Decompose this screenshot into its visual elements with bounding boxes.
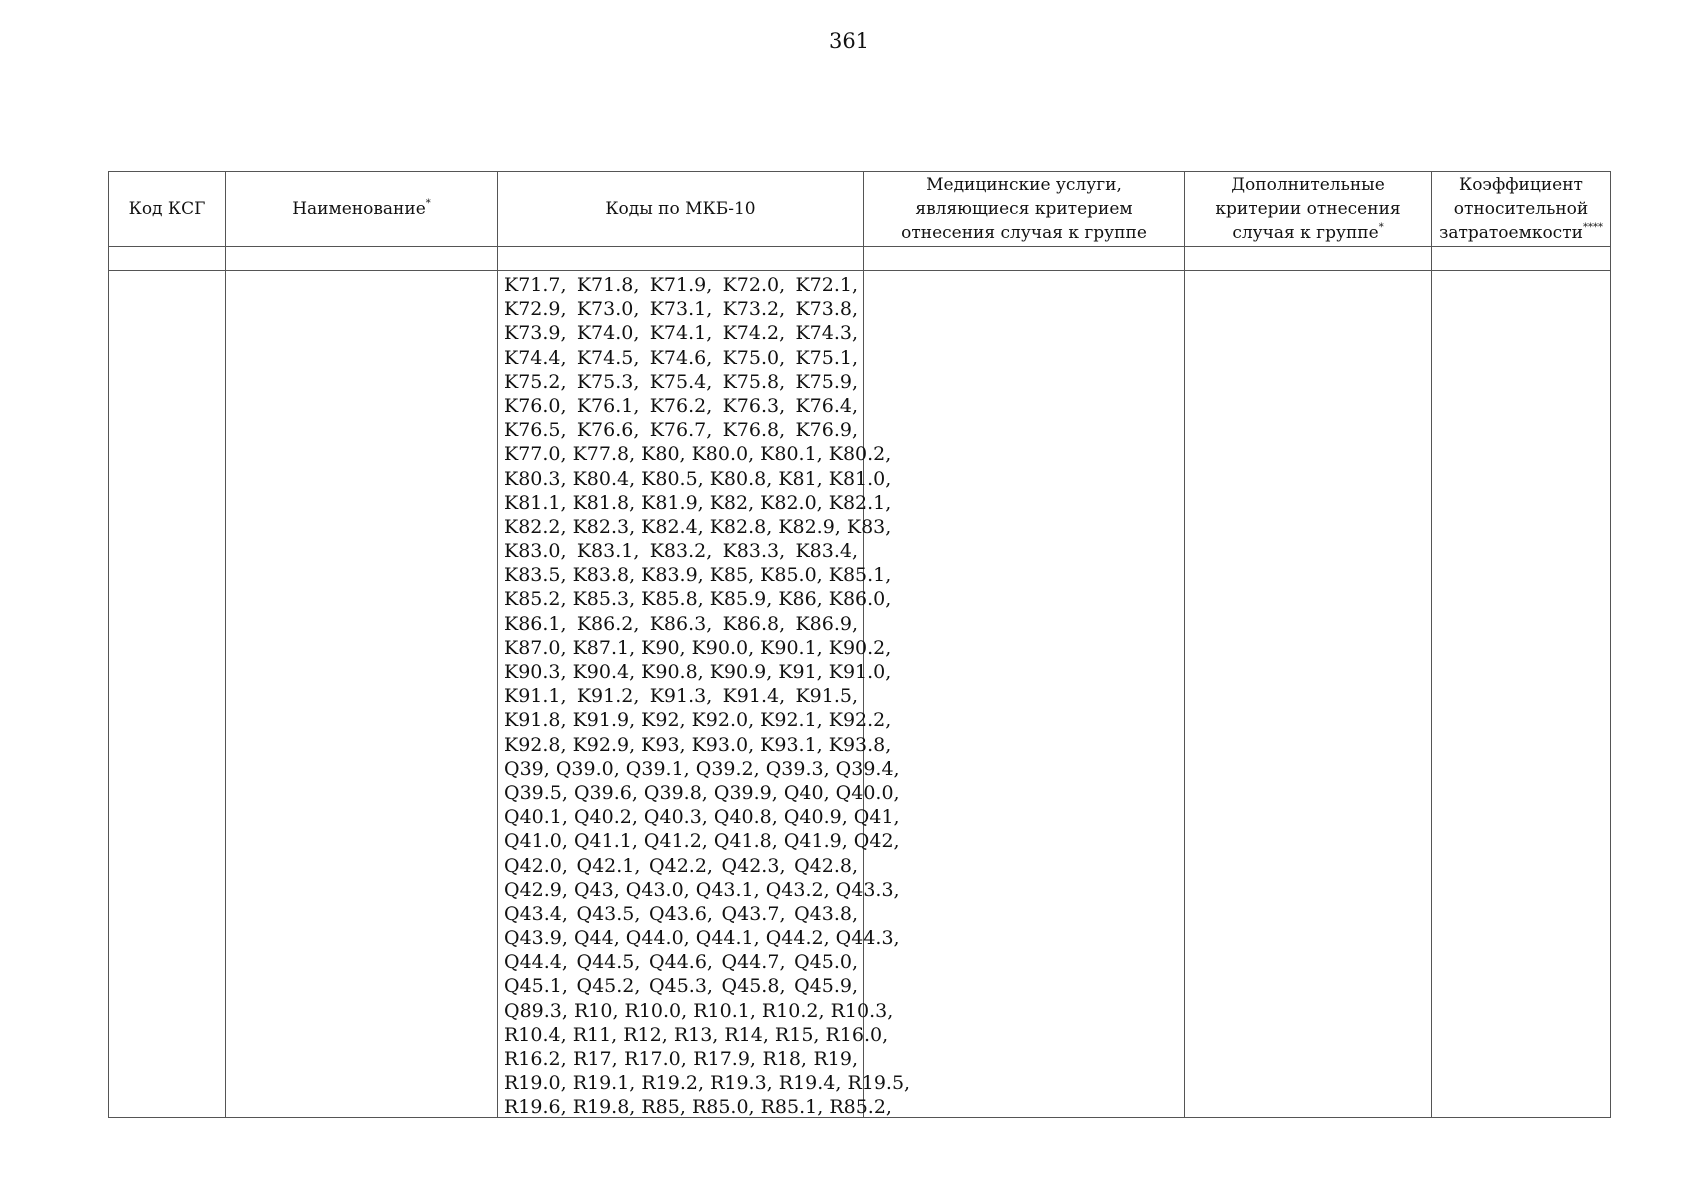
header-cost-coefficient: Коэффициент относительной затратоемкости**** <box>1432 172 1611 247</box>
icd10-code-line: K85.2, K85.3, K85.8, K85.9, K86, K86.0, <box>504 588 892 611</box>
icd10-code-line: K91.1, K91.2, K91.3, K91.4, K91.5, <box>504 685 858 708</box>
icd10-code-line: K87.0, K87.1, K90, K90.0, K90.1, K90.2, <box>504 636 892 659</box>
icd10-code-line: K71.7, K71.8, K71.9, K72.0, K72.1, <box>504 274 858 296</box>
cell-name <box>226 271 498 1118</box>
cell-icd10-codes <box>498 271 911 1119</box>
cell-ksg-code <box>109 271 226 1118</box>
header-name: Наименование* <box>226 172 498 247</box>
icd10-code-line: K82.2, K82.3, K82.4, K82.8, K82.9, K83, <box>504 515 892 538</box>
icd10-code-line: R16.2, R17, R17.0, R17.9, R18, R19, <box>504 1048 858 1070</box>
page-number: 361 <box>828 29 870 53</box>
spacer-cell <box>226 247 498 271</box>
table-spacer-row <box>109 247 1611 271</box>
icd10-code-line: K76.5, K76.6, K76.7, K76.8, K76.9, <box>504 419 858 442</box>
spacer-cell <box>498 247 864 271</box>
icd10-code-line: R19.0, R19.1, R19.2, R19.3, R19.4, R19.5, <box>504 1072 911 1095</box>
icd10-code-line: K86.1, K86.2, K86.3, K86.8, K86.9, <box>504 612 858 635</box>
header-ksg-code: Код КСГ <box>109 172 226 247</box>
icd10-code-line: Q40.1, Q40.2, Q40.3, Q40.8, Q40.9, Q41, <box>504 806 900 829</box>
footnote-mark: * <box>1378 222 1384 233</box>
footnote-mark: **** <box>1582 222 1603 233</box>
header-medical-services: Медицинские услуги, являющиеся критерием отнесения случая к группе <box>864 172 1185 247</box>
header-icd10-codes: Коды по МКБ-10 <box>498 172 864 247</box>
icd10-code-line: Q42.0, Q42.1, Q42.2, Q42.3, Q42.8, <box>504 854 858 877</box>
icd10-code-line: R19.6, R19.8, R85, R85.0, R85.1, R85.2, <box>504 1096 892 1119</box>
cell-medical-services <box>864 271 1185 1118</box>
icd10-code-line: K83.0, K83.1, K83.2, K83.3, K83.4, <box>504 540 858 563</box>
icd10-code-line: Q45.1, Q45.2, Q45.3, Q45.8, Q45.9, <box>504 975 858 998</box>
cell-additional-criteria <box>1185 271 1432 1118</box>
icd10-code-line: K92.8, K92.9, K93, K93.0, K93.1, K93.8, <box>504 733 892 756</box>
icd10-code-line: Q89.3, R10, R10.0, R10.1, R10.2, R10.3, <box>504 999 894 1022</box>
cell-cost-coefficient <box>1432 271 1611 1118</box>
icd10-code-line: Q39, Q39.0, Q39.1, Q39.2, Q39.3, Q39.4, <box>504 757 900 780</box>
icd10-code-line: Q44.4, Q44.5, Q44.6, Q44.7, Q45.0, <box>504 951 858 974</box>
icd10-code-line: K75.2, K75.3, K75.4, K75.8, K75.9, <box>504 370 858 393</box>
icd10-code-line: K72.9, K73.0, K73.1, K73.2, K73.8, <box>504 298 858 321</box>
icd10-code-line: Q42.9, Q43, Q43.0, Q43.1, Q43.2, Q43.3, <box>504 878 900 901</box>
spacer-cell <box>109 247 226 271</box>
icd10-code-line: Q43.4, Q43.5, Q43.6, Q43.7, Q43.8, <box>504 902 858 925</box>
header-additional-criteria: Дополнительные критерии отнесения случая к группе* <box>1185 172 1432 247</box>
spacer-cell <box>864 247 1185 271</box>
icd10-code-line: K73.9, K74.0, K74.1, K74.2, K74.3, <box>504 322 858 345</box>
icd10-code-line: K90.3, K90.4, K90.8, K90.9, K91, K91.0, <box>504 661 892 683</box>
icd10-code-line: K80.3, K80.4, K80.5, K80.8, K81, K81.0, <box>504 467 892 490</box>
footnote-mark: * <box>425 198 431 209</box>
icd10-code-line: Q39.5, Q39.6, Q39.8, Q39.9, Q40, Q40.0, <box>504 781 900 804</box>
icd10-code-line: K91.8, K91.9, K92, K92.0, K92.1, K92.2, <box>504 709 892 732</box>
icd10-code-line: R10.4, R11, R12, R13, R14, R15, R16.0, <box>504 1023 889 1046</box>
spacer-cell <box>1432 247 1611 271</box>
ksg-table <box>108 171 1611 1118</box>
icd10-code-line: Q43.9, Q44, Q44.0, Q44.1, Q44.2, Q44.3, <box>504 927 900 950</box>
table-row <box>109 271 1611 1118</box>
icd10-code-line: Q41.0, Q41.1, Q41.2, Q41.8, Q41.9, Q42, <box>504 830 900 853</box>
icd10-code-line: K81.1, K81.8, K81.9, K82, K82.0, K82.1, <box>504 491 892 514</box>
icd10-code-list <box>498 271 911 1119</box>
icd10-code-line: K74.4, K74.5, K74.6, K75.0, K75.1, <box>504 346 858 369</box>
icd10-code-line: K76.0, K76.1, K76.2, K76.3, K76.4, <box>504 394 858 417</box>
icd10-code-line: K83.5, K83.8, K83.9, K85, K85.0, K85.1, <box>504 564 892 587</box>
table-header-row <box>109 172 1611 247</box>
spacer-cell <box>1185 247 1432 271</box>
icd10-code-line: K77.0, K77.8, K80, K80.0, K80.1, K80.2, <box>504 443 892 466</box>
